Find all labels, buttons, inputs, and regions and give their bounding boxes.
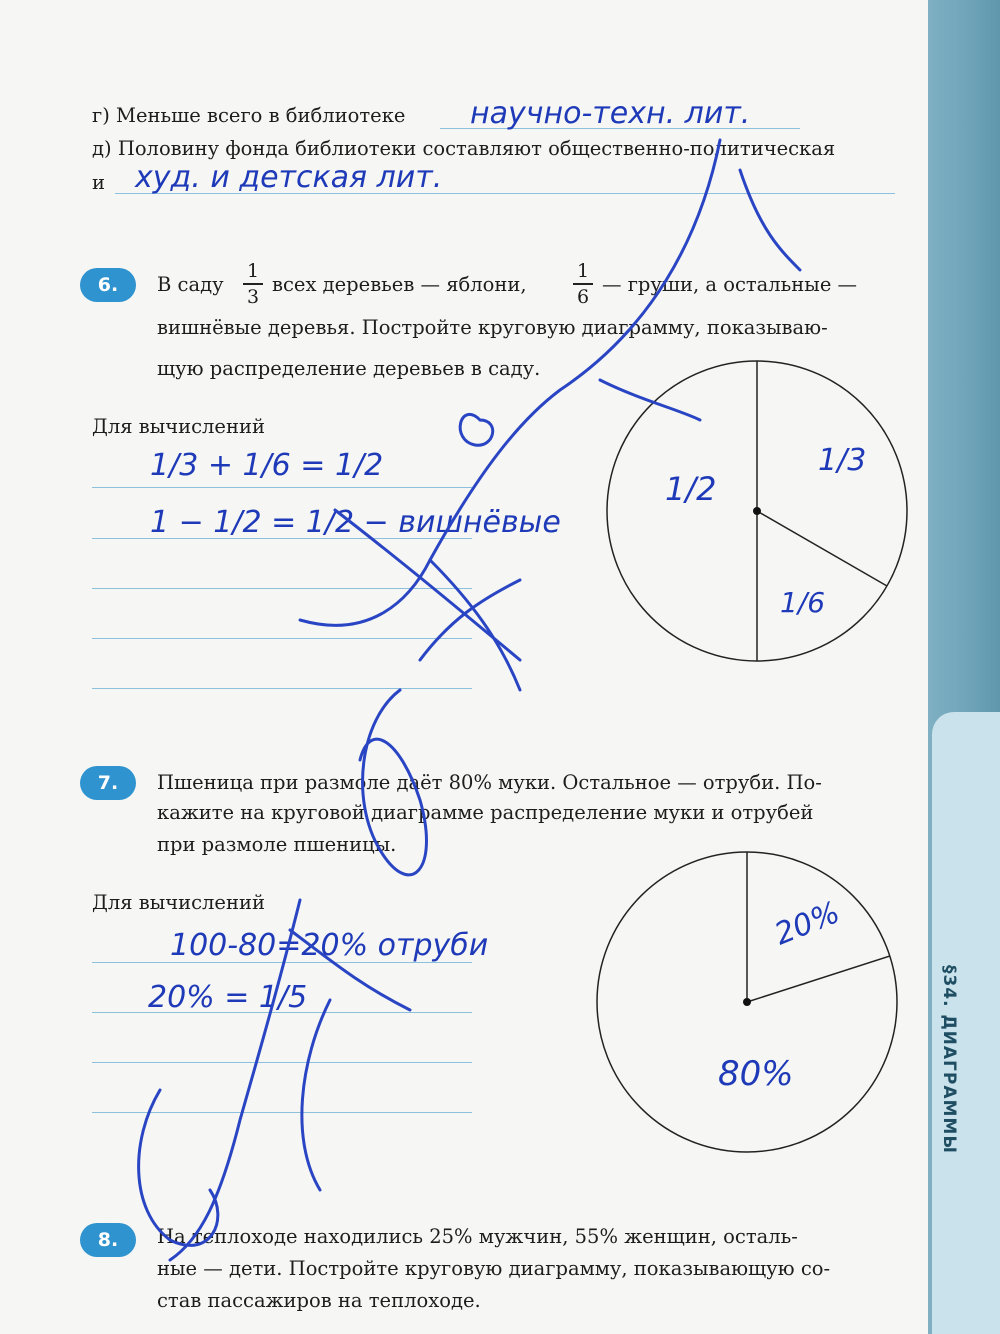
pie-label: 20% [769,894,845,953]
section-label [939,965,959,1055]
task7-text-line2: кажите на круговой диаграмме распределение муки и отрубей [157,801,814,824]
fraction-numerator: 1 [576,260,590,282]
task7-text-line3: при размоле пшеницы. [157,833,397,856]
fraction-denominator: 3 [246,285,260,308]
task6-text-line2: вишнёвые деревья. Постройте круговую диаграмму, показываю- [157,316,828,339]
pie-label: 1/3 [818,443,867,478]
task7-calc-1: 100-80=20% отруби [170,928,489,963]
task6-text-a: В саду [157,273,224,296]
pen-scribbles [139,140,800,1260]
task-number-badge: 6. [80,268,136,302]
task5-g-text: г) Меньше всего в библиотеке [92,104,406,127]
pie-radius [757,511,887,586]
pie-center [753,507,761,515]
task7-text-line1: Пшеница при размоле даёт 80% муки. Остальное — отруби. По- [157,771,822,794]
task6-text-b: всех деревьев — яблони, [272,273,527,296]
task-number-badge: 7. [80,766,136,800]
task6-calc-1: 1/3 + 1/6 = 1/2 [150,448,384,483]
task8-text-line1: На теплоходе находились 25% мужчин, 55% женщин, осталь- [157,1225,798,1248]
pie-radius [747,956,890,1002]
task6-calc-2: 1 − 1/2 = 1/2 − вишнёвые [150,505,561,540]
task5-d-prefix: и [92,171,105,194]
task5-d-answer: худ. и детская лит. [135,160,443,195]
fraction-denominator: 6 [576,285,590,308]
task5-g-answer: научно-техн. лит. [470,96,751,131]
calc-label: Для вычислений [92,891,265,914]
pie-label: 80% [718,1054,794,1094]
task8-text-line3: став пассажиров на теплоходе. [157,1289,481,1312]
task5-d-text: д) Половину фонда библиотеки составляют общественно-политическая [92,137,836,160]
task6-text-c: — груши, а остальные — [602,273,858,296]
pie-center [743,998,751,1006]
pie-label: 1/6 [780,586,826,619]
task7-calc-2: 20% = 1/5 [148,980,308,1015]
task8-text-line2: ные — дети. Постройте круговую диаграмму, показывающую со- [157,1257,831,1280]
calc-label: Для вычислений [92,415,265,438]
task-number-badge: 8. [80,1223,136,1257]
fraction-numerator: 1 [246,260,260,282]
task6-text-line3: щую распределение деревьев в саду. [157,357,541,380]
pie-label: 1/2 [665,470,717,508]
